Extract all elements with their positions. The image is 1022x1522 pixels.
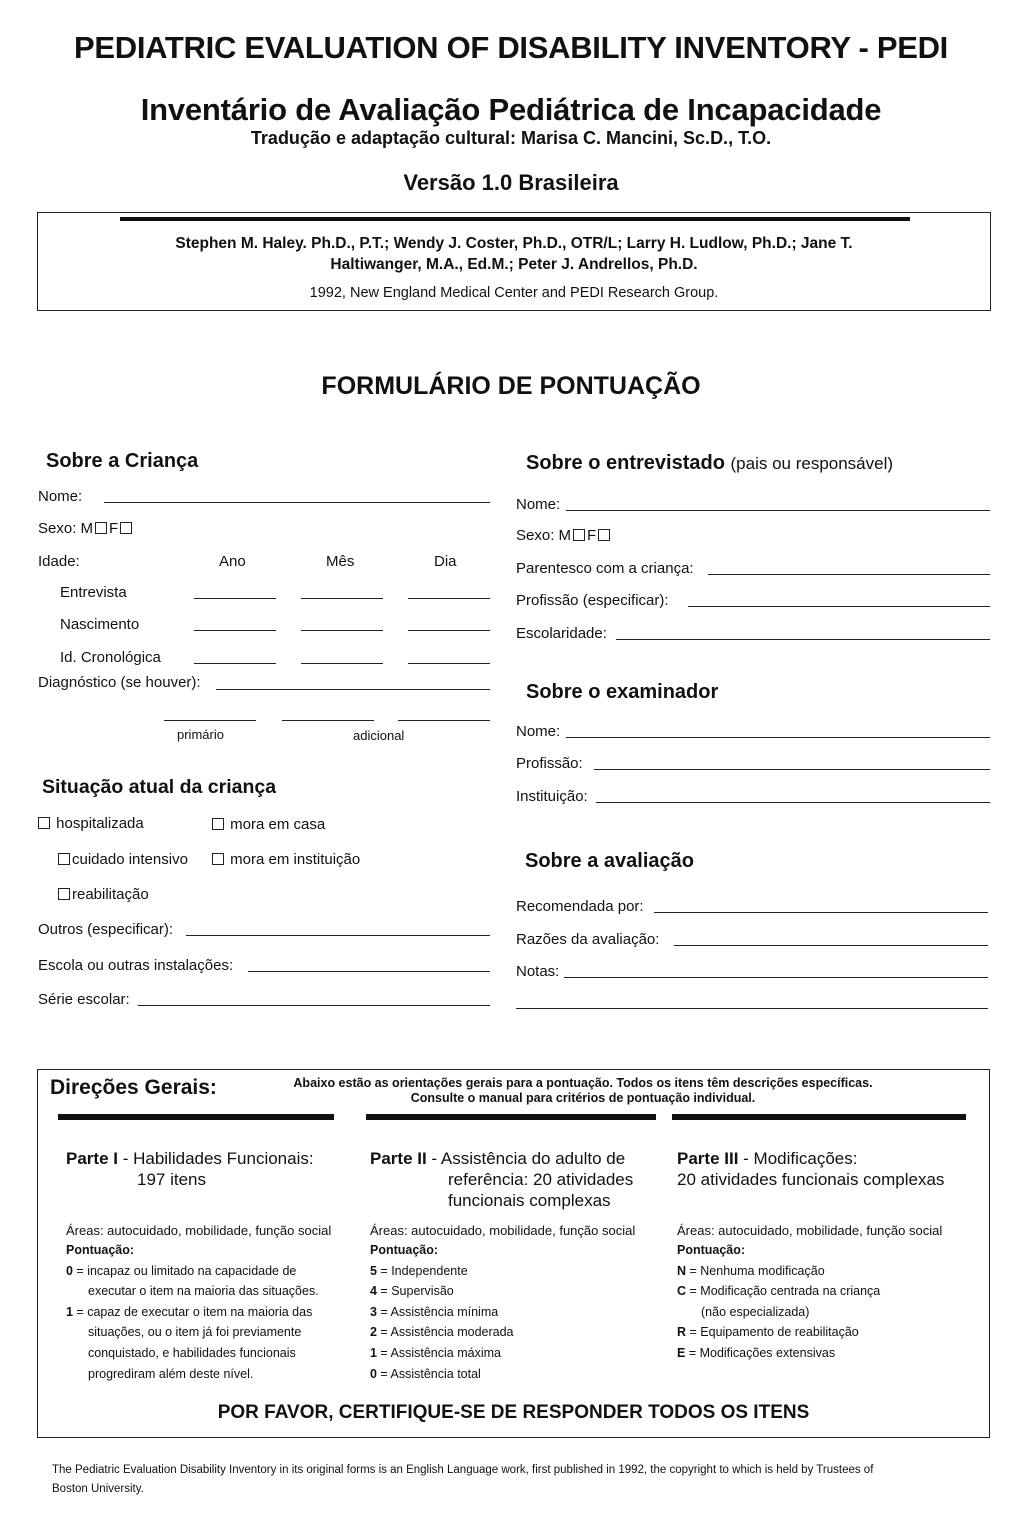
examiner-institution-field[interactable] (596, 802, 990, 803)
part1-head-rest: - Habilidades Funcionais: (117, 1149, 314, 1168)
part3-heading (677, 1148, 982, 1190)
relation-field[interactable] (708, 574, 990, 575)
part3-sC-key: C (677, 1284, 687, 1299)
part2-score-text: = Independente (376, 1263, 468, 1278)
opt-hospital-row (36, 815, 144, 832)
opt-home-label: mora em casa (230, 816, 326, 833)
part1-areas: Áreas: autocuidado, mobilidade, função social (66, 1223, 332, 1238)
part3-areas: Áreas: autocuidado, mobilidade, função social (677, 1223, 943, 1238)
part2-score-key: 3 (370, 1304, 377, 1319)
examiner-profession-label: Profissão: (516, 755, 583, 772)
chrono-day-field[interactable] (408, 663, 490, 664)
recommended-field[interactable] (654, 912, 988, 913)
reasons-field[interactable] (674, 945, 988, 946)
chrono-year-field[interactable] (194, 663, 276, 664)
section-child-heading: Sobre a Criança (46, 450, 199, 472)
interviewee-heading-paren: (pais ou responsável) (730, 454, 894, 473)
authors-line-1: Stephen M. Haley. Ph.D., P.T.; Wendy J. Coster, Ph.D., OTR/L; Larry H. Ludlow, Ph.D.; Jane T. (175, 235, 853, 252)
diagnosis-additional-field-1[interactable] (282, 720, 374, 721)
part1-scores (66, 1240, 356, 1384)
opt-rehab-row (56, 886, 149, 903)
part3-head-line2: 20 atividades funcionais complexas (677, 1170, 945, 1189)
opt-institution-label: mora em instituição (230, 851, 361, 868)
part2-head-line2: referência: 20 atividades (448, 1170, 634, 1189)
part2-score-key: 0 (370, 1366, 377, 1381)
directions-title: Direções Gerais: (50, 1076, 217, 1099)
part2-score-key: 1 (370, 1345, 377, 1360)
interview-day-field[interactable] (408, 598, 490, 599)
reasons-label: Razões da avaliação: (516, 931, 660, 948)
interviewee-sex-f-label: F (587, 527, 597, 544)
school-label: Escola ou outras instalações: (38, 957, 234, 974)
age-row-birth: Nascimento (60, 616, 140, 633)
part3-sR-key: R (677, 1325, 687, 1340)
part3-score-label: Pontuação: (677, 1243, 746, 1257)
part1-s0-text-2: executar o item na maioria das situações. (88, 1284, 319, 1299)
grade-label: Série escolar: (38, 991, 130, 1008)
interviewee-sex-label: Sexo: M (516, 527, 572, 544)
child-sex-f-label: F (109, 520, 119, 537)
examiner-institution-label: Instituição: (516, 788, 588, 805)
part1-s1-text-3: conquistado, e habilidades funcionais (88, 1345, 296, 1360)
diagnosis-field[interactable] (216, 689, 490, 690)
part2-score-text: = Assistência moderada (376, 1325, 514, 1340)
part2-score-label: Pontuação: (370, 1243, 439, 1257)
child-name-field[interactable] (104, 502, 490, 503)
part2-score-row (370, 1261, 660, 1282)
part2-head-line3: funcionais complexas (448, 1191, 611, 1210)
examiner-profession-field[interactable] (594, 769, 990, 770)
diagnosis-label: Diagnóstico (se houver): (38, 674, 201, 691)
chrono-month-field[interactable] (301, 663, 383, 664)
section-interviewee-heading (526, 452, 893, 475)
diagnosis-primary-field[interactable] (164, 720, 256, 721)
others-label: Outros (especificar): (38, 921, 174, 938)
child-sex-row (38, 520, 134, 537)
birth-year-field[interactable] (194, 630, 276, 631)
section-examiner-heading: Sobre o examinador (526, 681, 719, 703)
part3-bar (672, 1114, 966, 1120)
part3-sR-text: = Equipamento de reabilitação (686, 1325, 859, 1340)
opt-intensive-label: cuidado intensivo (72, 851, 188, 868)
opt-hospital-label: hospitalizada (56, 815, 144, 832)
part2-score-text: = Assistência total (376, 1366, 481, 1381)
age-col-year: Ano (219, 553, 246, 570)
part3-head-rest: - Modificações: (738, 1149, 858, 1168)
part1-s0-key: 0 (66, 1263, 73, 1278)
directions-note (238, 1076, 928, 1106)
interviewee-name-label: Nome: (516, 496, 561, 513)
part2-score-key: 5 (370, 1263, 377, 1278)
part2-bar (366, 1114, 656, 1120)
copyright-line: 1992, New England Medical Center and PEDI Research Group. (309, 285, 719, 301)
form-title-english: PEDIATRIC EVALUATION OF DISABILITY INVENTORY - PEDI (73, 30, 948, 65)
opt-institution-row (210, 851, 360, 868)
part2-score-key: 4 (370, 1284, 377, 1299)
child-sex-label: Sexo: M (38, 520, 94, 537)
footnote-line-2: Boston University. (52, 1483, 144, 1495)
authors-line-2: Haltiwanger, M.A., Ed.M.; Peter J. Andrellos, Ph.D. (330, 256, 698, 273)
interviewee-sex-row (516, 527, 612, 544)
part2-score-text: = Assistência mínima (376, 1304, 499, 1319)
part1-heading (66, 1148, 356, 1190)
opt-home-row (210, 816, 325, 833)
footnote-line-1: The Pediatric Evaluation Disability Inventory in its original forms is an English Language work, first published in 1992, the copyright to which is held by Trustees of (52, 1464, 874, 1476)
relation-label: Parentesco com a criança: (516, 560, 694, 577)
part3-scores (677, 1240, 977, 1364)
part2-heading (370, 1148, 670, 1211)
birth-month-field[interactable] (301, 630, 383, 631)
child-sex-f-checkbox[interactable] (120, 522, 132, 534)
section-situation-heading: Situação atual da criança (42, 776, 277, 798)
opt-hospital-checkbox[interactable] (38, 817, 50, 829)
section-evaluation-heading: Sobre a avaliação (525, 850, 694, 872)
part1-head-line2: 197 itens (137, 1170, 206, 1189)
part2-score-row (370, 1302, 660, 1323)
age-row-chronological: Id. Cronológica (60, 649, 161, 666)
education-field[interactable] (616, 639, 990, 640)
interviewee-sex-m-checkbox[interactable] (573, 529, 585, 541)
opt-institution-checkbox[interactable] (212, 853, 224, 865)
form-title-portuguese: Inventário de Avaliação Pediátrica de Incapacidade (140, 92, 882, 127)
child-name-label: Nome: (38, 488, 83, 505)
part1-s1-text-4: progrediram além deste nível. (88, 1366, 254, 1381)
interview-year-field[interactable] (194, 598, 276, 599)
part1-s0-text: = incapaz ou limitado na capacidade de (72, 1263, 297, 1278)
general-directions-box (37, 1069, 990, 1438)
part2-areas: Áreas: autocuidado, mobilidade, função social (370, 1223, 636, 1238)
opt-home-checkbox[interactable] (212, 818, 224, 830)
education-label: Escolaridade: (516, 625, 607, 642)
part3-sE-text: = Modificações extensivas (685, 1345, 836, 1360)
interview-month-field[interactable] (301, 598, 383, 599)
diagnosis-additional-label: adicional (353, 728, 405, 743)
part2-score-key: 2 (370, 1325, 377, 1340)
notes-label: Notas: (516, 963, 560, 980)
part2-score-row (370, 1364, 660, 1385)
part3-sN-text: = Nenhuma modificação (686, 1263, 825, 1278)
birth-day-field[interactable] (408, 630, 490, 631)
age-label: Idade: (38, 553, 80, 570)
interviewee-heading-text: Sobre o entrevistado (526, 452, 725, 474)
interviewee-profession-label: Profissão (especificar): (516, 592, 669, 609)
part2-score-row (370, 1322, 660, 1343)
version-label: Versão 1.0 Brasileira (403, 170, 619, 195)
part1-head-bold: Parte I (66, 1149, 118, 1168)
authors-divider (120, 217, 910, 221)
child-sex-m-checkbox[interactable] (95, 522, 107, 534)
part2-scores (370, 1240, 660, 1384)
part2-score-row (370, 1343, 660, 1364)
others-field[interactable] (186, 935, 490, 936)
opt-rehab-label: reabilitação (72, 886, 149, 903)
part1-s1-text: = capaz de executar o item na maioria das (72, 1304, 313, 1319)
part1-s1-key: 1 (66, 1304, 73, 1319)
opt-rehab-checkbox[interactable] (58, 888, 70, 900)
part1-score-label: Pontuação: (66, 1243, 135, 1257)
age-row-interview: Entrevista (60, 584, 127, 601)
interviewee-name-field[interactable] (566, 510, 990, 511)
directions-note-line-2: Consulte o manual para critérios de pontuação individual. (410, 1091, 756, 1105)
part2-score-text: = Supervisão (376, 1284, 454, 1299)
part3-sN-key: N (677, 1263, 687, 1278)
authors-box (37, 212, 991, 311)
please-answer-all: POR FAVOR, CERTIFIQUE-SE DE RESPONDER TODOS OS ITENS (217, 1402, 810, 1423)
part2-head-bold: Parte II (370, 1149, 427, 1168)
copyright-footnote (52, 1461, 972, 1499)
part3-head-bold: Parte III (677, 1149, 739, 1168)
scoring-form-title: FORMULÁRIO DE PONTUAÇÃO (321, 372, 701, 400)
recommended-label: Recomendada por: (516, 898, 644, 915)
grade-field[interactable] (138, 1005, 490, 1006)
diagnosis-additional-field-2[interactable] (398, 720, 490, 721)
interviewee-sex-f-checkbox[interactable] (598, 529, 610, 541)
opt-intensive-row (56, 851, 188, 868)
interviewee-profession-field[interactable] (688, 606, 990, 607)
part3-sE-key: E (677, 1345, 686, 1360)
authors (38, 233, 990, 275)
diagnosis-primary-label: primário (177, 727, 224, 742)
notes-field-1[interactable] (564, 977, 988, 978)
school-field[interactable] (248, 971, 490, 972)
age-col-month: Mês (326, 553, 355, 570)
examiner-name-field[interactable] (566, 737, 990, 738)
directions-note-line-1: Abaixo estão as orientações gerais para a pontuação. Todos os itens têm descrições específicas. (293, 1076, 873, 1090)
part2-head-rest: - Assistência do adulto de (426, 1149, 626, 1168)
part1-s1-text-2: situações, ou o item já foi previamente (88, 1325, 302, 1340)
part2-score-row (370, 1281, 660, 1302)
part2-score-text: = Assistência máxima (376, 1345, 501, 1360)
translation-credit: Tradução e adaptação cultural: Marisa C. Mancini, Sc.D., T.O. (250, 128, 772, 148)
opt-intensive-checkbox[interactable] (58, 853, 70, 865)
notes-field-2[interactable] (516, 1008, 988, 1009)
age-col-day: Dia (434, 553, 457, 570)
part1-bar (58, 1114, 334, 1120)
part3-sC-text-2: (não especializada) (701, 1304, 810, 1319)
examiner-name-label: Nome: (516, 723, 561, 740)
part3-sC-text: = Modificação centrada na criança (686, 1284, 881, 1299)
